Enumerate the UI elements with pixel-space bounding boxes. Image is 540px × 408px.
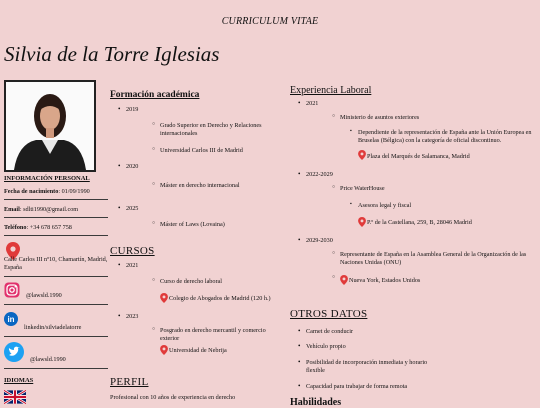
experience-period: • 2029-2030 ○ Representante de España en la Asamblea General de la Organización de las Naciones Unidas (ONU) ○ Nueva York, Estados Unidos bbox=[290, 237, 538, 287]
job-detail: ▪ Asesora legal y fiscal bbox=[306, 202, 538, 210]
experience-list bbox=[290, 100, 538, 288]
job-detail: ▪ Dependiente de la representación de España ante la Unión Europea en Bruselas (Bélgica) con la categoría de oficial discontinuo. bbox=[306, 129, 538, 145]
personal-info-heading: INFORMACIÓN PERSONAL bbox=[4, 175, 90, 182]
courses-list bbox=[110, 262, 285, 358]
birth-date: Fecha de nacimiento: 01/09/1990 bbox=[4, 188, 90, 195]
divider bbox=[4, 304, 108, 305]
list-item: • Posibilidad de incorporación inmediata y horario flexible bbox=[290, 359, 446, 375]
divider bbox=[4, 368, 108, 369]
course-location: Colegio de Abogados de Madrid (120 h.) bbox=[126, 293, 285, 306]
location-pin-icon bbox=[160, 345, 168, 355]
address: Calle Carlos III nº10, Chamartín, Madrid, España bbox=[4, 242, 110, 272]
twitter-icon[interactable] bbox=[4, 342, 24, 364]
education-year: • 2025 ○ Máster of Laws (Lovaina) bbox=[110, 205, 285, 229]
employer: ○ Ministerio de asuntos exteriores ▪ Dependiente de la representación de España ante la Unión Europea en Bruselas (Bélgica) con la categoría de oficial discontinuo. Plaza del Marqués de Salamanca, Madrid bbox=[306, 114, 538, 163]
sidebar bbox=[4, 80, 110, 404]
employer: ○ Price WaterHouse ▪ Asesora legal y fiscal P.º de la Castellana, 259, B, 28046 Madrid bbox=[306, 185, 538, 229]
instagram-contact[interactable]: @lawsld.1990 bbox=[4, 282, 110, 300]
list-item: ○ Grado Superior en Derecho y Relaciones internacionales bbox=[126, 122, 285, 138]
profile-heading: PERFIL bbox=[110, 375, 149, 388]
other-data-list bbox=[290, 328, 538, 391]
location-pin-icon bbox=[358, 150, 366, 160]
profile-text: Profesional con 10 años de experiencia en derecho bbox=[110, 393, 236, 401]
list-item: ○ Máster en derecho internacional bbox=[126, 182, 285, 190]
education-year: • 2020 ○ Máster en derecho internacional bbox=[110, 163, 285, 190]
education-list bbox=[110, 106, 285, 229]
list-item: ○ Máster of Laws (Lovaina) bbox=[126, 221, 285, 229]
document-title: CURRICULUM VITAE bbox=[221, 16, 319, 27]
divider bbox=[4, 199, 108, 200]
profile-photo bbox=[4, 80, 96, 172]
skills-heading: Habilidades bbox=[290, 397, 342, 408]
experience-heading: Experiencia Laboral bbox=[290, 85, 372, 96]
employer: ○ Representante de España en la Asamblea General de la Organización de las Naciones Unidas (ONU) bbox=[306, 251, 538, 267]
linkedin-contact[interactable]: in linkedin/silviadelatorre bbox=[4, 310, 110, 332]
twitter-contact[interactable]: @lawsld.1990 bbox=[4, 342, 110, 364]
course-year: • 2021 ○ Curso de derecho laboral Colegio de Abogados de Madrid (120 h.) bbox=[110, 262, 285, 306]
location-pin-icon bbox=[340, 275, 348, 285]
experience-period: • 2021 ○ Ministerio de asuntos exteriores ▪ Dependiente de la representación de España ante la Unión Europea en Bruselas (Bélgica) con la categoría de oficial discontinuo. Plaza del Marqués de Salamanca, Madrid bbox=[290, 100, 538, 163]
uk-flag-icon bbox=[4, 390, 26, 404]
phone: Teléfono: +34 678 657 758 bbox=[4, 224, 72, 231]
instagram-icon[interactable] bbox=[4, 282, 20, 300]
candidate-name: Silvia de la Torre Iglesias bbox=[4, 42, 220, 66]
list-item: • Vehículo propio bbox=[290, 343, 538, 351]
divider bbox=[4, 217, 108, 218]
middle-column bbox=[110, 90, 285, 401]
list-item: • Capacidad para trabajar de forma remota bbox=[290, 383, 538, 391]
job-location: Plaza del Marqués de Salamanca, Madrid bbox=[306, 150, 538, 163]
job-location: ○ Nueva York, Estados Unidos bbox=[306, 275, 538, 288]
experience-period: • 2022-2029 ○ Price WaterHouse ▪ Asesora legal y fiscal P.º de la Castellana, 259, B, 28046 Madrid bbox=[290, 171, 538, 229]
courses-heading: CURSOS bbox=[110, 244, 155, 257]
location-pin-icon bbox=[358, 217, 366, 227]
email: Email: sdlti1990@gmail.com bbox=[4, 206, 79, 213]
education-heading: Formación académica bbox=[110, 90, 200, 100]
list-item: ○ Curso de derecho laboral bbox=[126, 278, 285, 286]
list-item: ○ Universidad Carlos III de Madrid bbox=[126, 147, 285, 155]
education-year: • 2019 ○ Grado Superior en Derecho y Relaciones internacionales ○ Universidad Carlos III de Madrid bbox=[110, 106, 285, 154]
linkedin-icon[interactable] bbox=[4, 310, 18, 332]
course-year: • 2023 ○ Posgrado en derecho mercantil y comercio exterior Universidad de Nebrija bbox=[110, 313, 285, 357]
svg-text:in: in bbox=[7, 315, 15, 324]
list-item: ○ Posgrado en derecho mercantil y comercio exterior bbox=[126, 327, 285, 343]
list-item: • Carnet de conducir bbox=[290, 328, 538, 336]
other-data-heading: OTROS DATOS bbox=[290, 307, 368, 320]
divider bbox=[4, 276, 108, 277]
location-pin-icon bbox=[160, 293, 168, 303]
divider bbox=[4, 336, 108, 337]
divider bbox=[4, 235, 108, 236]
course-location: Universidad de Nebrija bbox=[126, 345, 285, 358]
languages-heading: IDIOMAS bbox=[4, 377, 34, 384]
right-column bbox=[290, 85, 538, 408]
job-location: P.º de la Castellana, 259, B, 28046 Madrid bbox=[306, 217, 538, 230]
